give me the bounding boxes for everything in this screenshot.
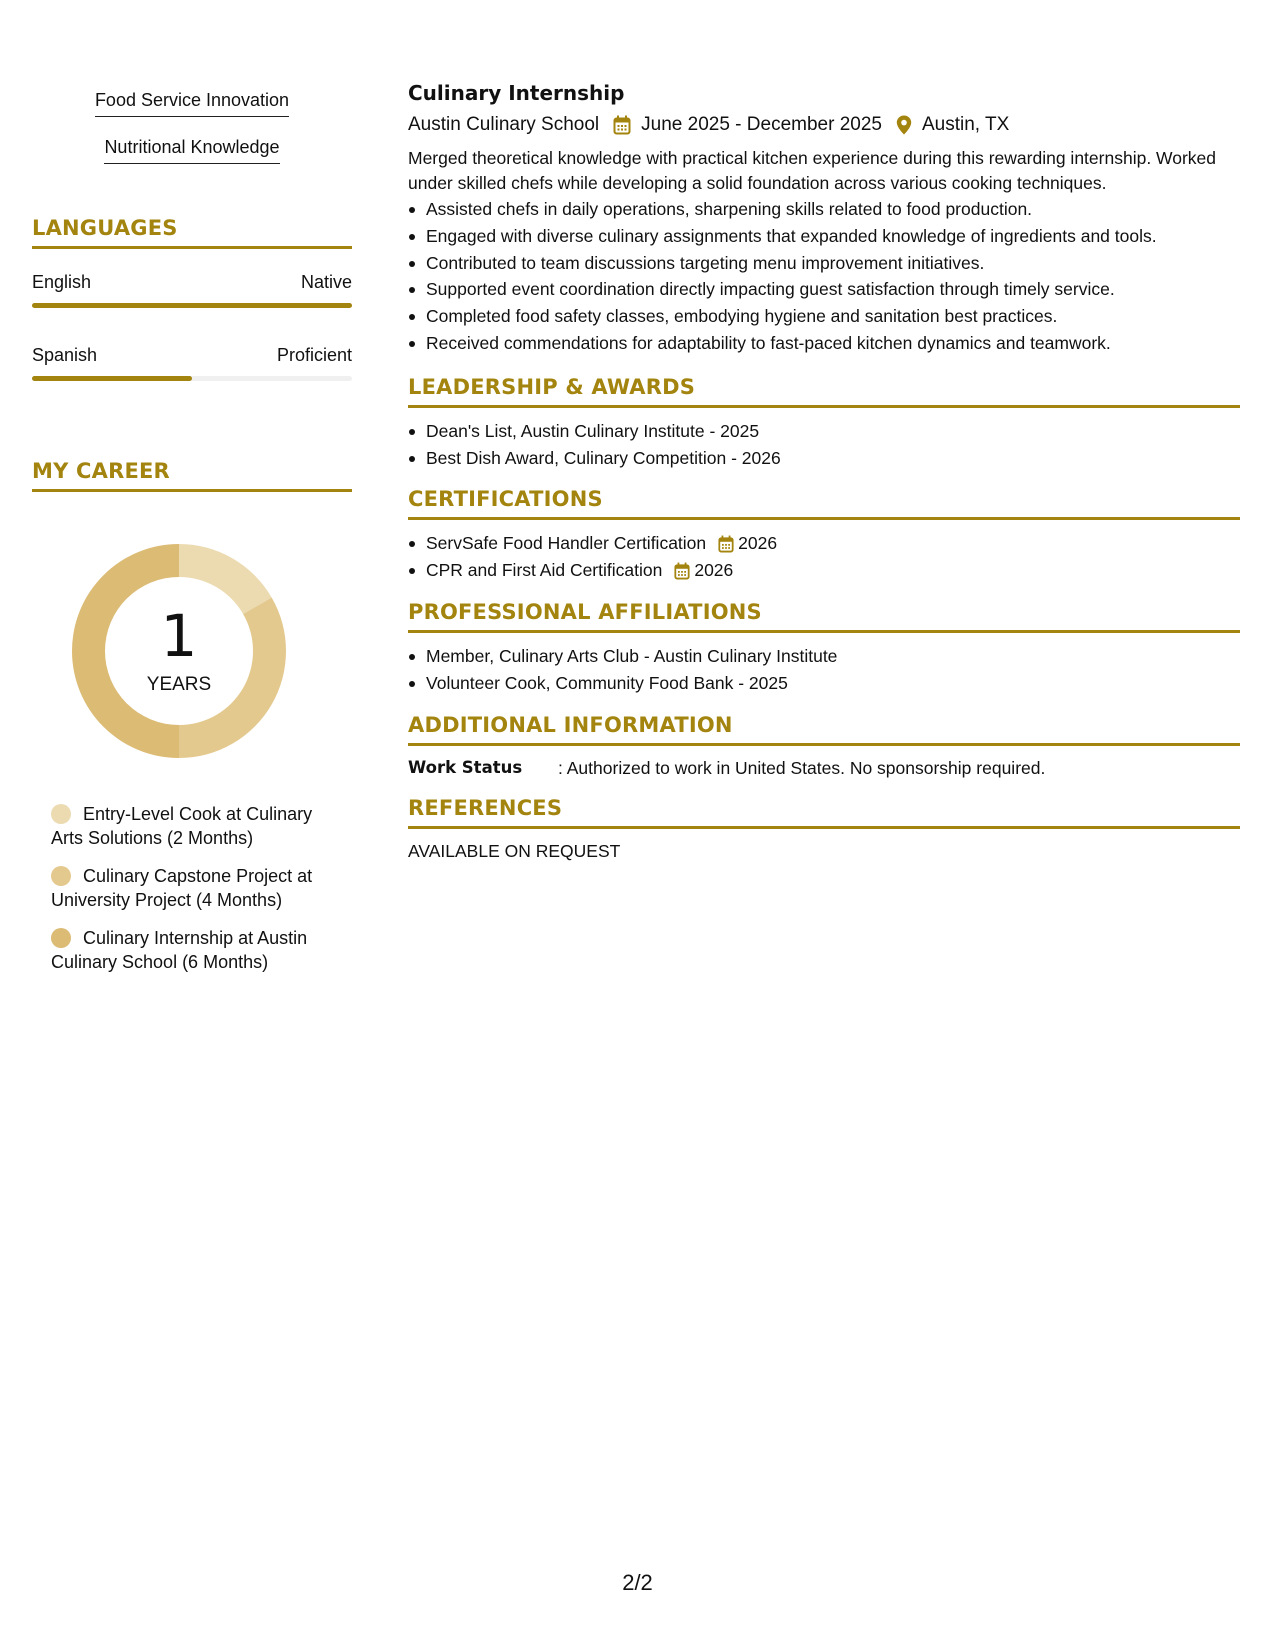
work-status-label: Work Status bbox=[408, 757, 523, 777]
languages-heading: LANGUAGES bbox=[32, 216, 352, 249]
job-dates: June 2025 - December 2025 bbox=[641, 114, 882, 135]
career-heading: MY CAREER bbox=[32, 459, 352, 492]
career-donut-chart bbox=[64, 536, 294, 766]
career-item bbox=[51, 864, 331, 912]
language-name: Spanish bbox=[32, 345, 98, 365]
leadership-item: Best Dish Award, Culinary Competition - 2026 bbox=[408, 445, 1240, 472]
job-meta bbox=[408, 112, 1240, 138]
location-pin-icon bbox=[896, 115, 912, 135]
page-number: 2/2 bbox=[622, 1570, 653, 1595]
language-english bbox=[32, 271, 352, 308]
language-level: Proficient bbox=[276, 345, 352, 365]
sidebar bbox=[32, 0, 352, 988]
leadership-item: Dean's List, Austin Culinary Institute - 2025 bbox=[408, 418, 1240, 445]
language-level: Native bbox=[300, 272, 352, 292]
job-company: Austin Culinary School bbox=[408, 114, 600, 135]
career-legend bbox=[32, 802, 352, 974]
certification-year: 2026 bbox=[694, 560, 734, 581]
references-text: AVAILABLE ON REQUEST bbox=[408, 840, 621, 861]
language-name: English bbox=[32, 272, 92, 292]
certification-name: CPR and First Aid Certification bbox=[426, 560, 663, 581]
certifications-list bbox=[408, 530, 1240, 584]
job-description: Merged theoretical knowledge with practical kitchen experience during this rewarding internship. Worked under skilled chefs while developing a solid foundation across various cooking techniques. bbox=[408, 148, 1217, 193]
job-bullet: Contributed to team discussions targeting menu improvement initiatives. bbox=[408, 250, 1240, 277]
skill-tag: Food Service Innovation bbox=[95, 88, 289, 117]
language-bar bbox=[32, 376, 352, 381]
job-bullet: Engaged with diverse culinary assignments that expanded knowledge of ingredients and tools. bbox=[408, 223, 1240, 250]
references-heading: REFERENCES bbox=[408, 796, 1240, 829]
legend-dot-icon bbox=[51, 866, 71, 886]
certification-year: 2026 bbox=[738, 533, 778, 554]
affiliation-item: Volunteer Cook, Community Food Bank - 2025 bbox=[408, 670, 1240, 697]
career-item bbox=[51, 926, 331, 974]
legend-dot-icon bbox=[51, 928, 71, 948]
career-item-text: Culinary Internship at Austin Culinary School (6 Months) bbox=[51, 928, 308, 972]
affiliations-heading: PROFESSIONAL AFFILIATIONS bbox=[408, 600, 1240, 633]
calendar-icon bbox=[613, 115, 631, 135]
certification-item bbox=[408, 530, 1240, 557]
job-bullets bbox=[408, 196, 1240, 357]
job-bullet: Completed food safety classes, embodying hygiene and sanitation best practices. bbox=[408, 303, 1240, 330]
certification-item bbox=[408, 557, 1240, 584]
job-bullet: Received commendations for adaptability to fast-paced kitchen dynamics and teamwork. bbox=[408, 330, 1240, 357]
work-status-row bbox=[408, 756, 1240, 780]
job-location: Austin, TX bbox=[921, 114, 1010, 135]
language-bar-fill bbox=[32, 303, 352, 308]
calendar-icon bbox=[718, 535, 734, 553]
additional-info-heading: ADDITIONAL INFORMATION bbox=[408, 713, 1240, 746]
language-bar bbox=[32, 303, 352, 308]
career-years-number: 1 bbox=[160, 602, 198, 670]
calendar-icon bbox=[674, 562, 690, 580]
certifications-heading: CERTIFICATIONS bbox=[408, 487, 1240, 520]
skill-tag: Nutritional Knowledge bbox=[104, 135, 279, 164]
career-item-text: Culinary Capstone Project at University Project (4 Months) bbox=[51, 866, 313, 910]
affiliations-list bbox=[408, 643, 1240, 697]
career-item-text: Entry-Level Cook at Culinary Arts Solutions (2 Months) bbox=[51, 804, 313, 848]
work-status-value: : Authorized to work in United States. No sponsorship required. bbox=[558, 757, 1046, 778]
main-content bbox=[408, 0, 1240, 863]
language-spanish bbox=[32, 344, 352, 381]
career-item bbox=[51, 802, 331, 850]
legend-dot-icon bbox=[51, 804, 71, 824]
leadership-heading: LEADERSHIP & AWARDS bbox=[408, 375, 1240, 408]
job-title: Culinary Internship bbox=[408, 81, 625, 105]
leadership-list bbox=[408, 418, 1240, 472]
certification-name: ServSafe Food Handler Certification bbox=[426, 533, 707, 554]
career-years-label: YEARS bbox=[146, 674, 212, 695]
affiliation-item: Member, Culinary Arts Club - Austin Culinary Institute bbox=[408, 643, 1240, 670]
job-bullet: Supported event coordination directly impacting guest satisfaction through timely service. bbox=[408, 276, 1240, 303]
job-bullet: Assisted chefs in daily operations, sharpening skills related to food production. bbox=[408, 196, 1240, 223]
language-bar-fill bbox=[32, 376, 192, 381]
